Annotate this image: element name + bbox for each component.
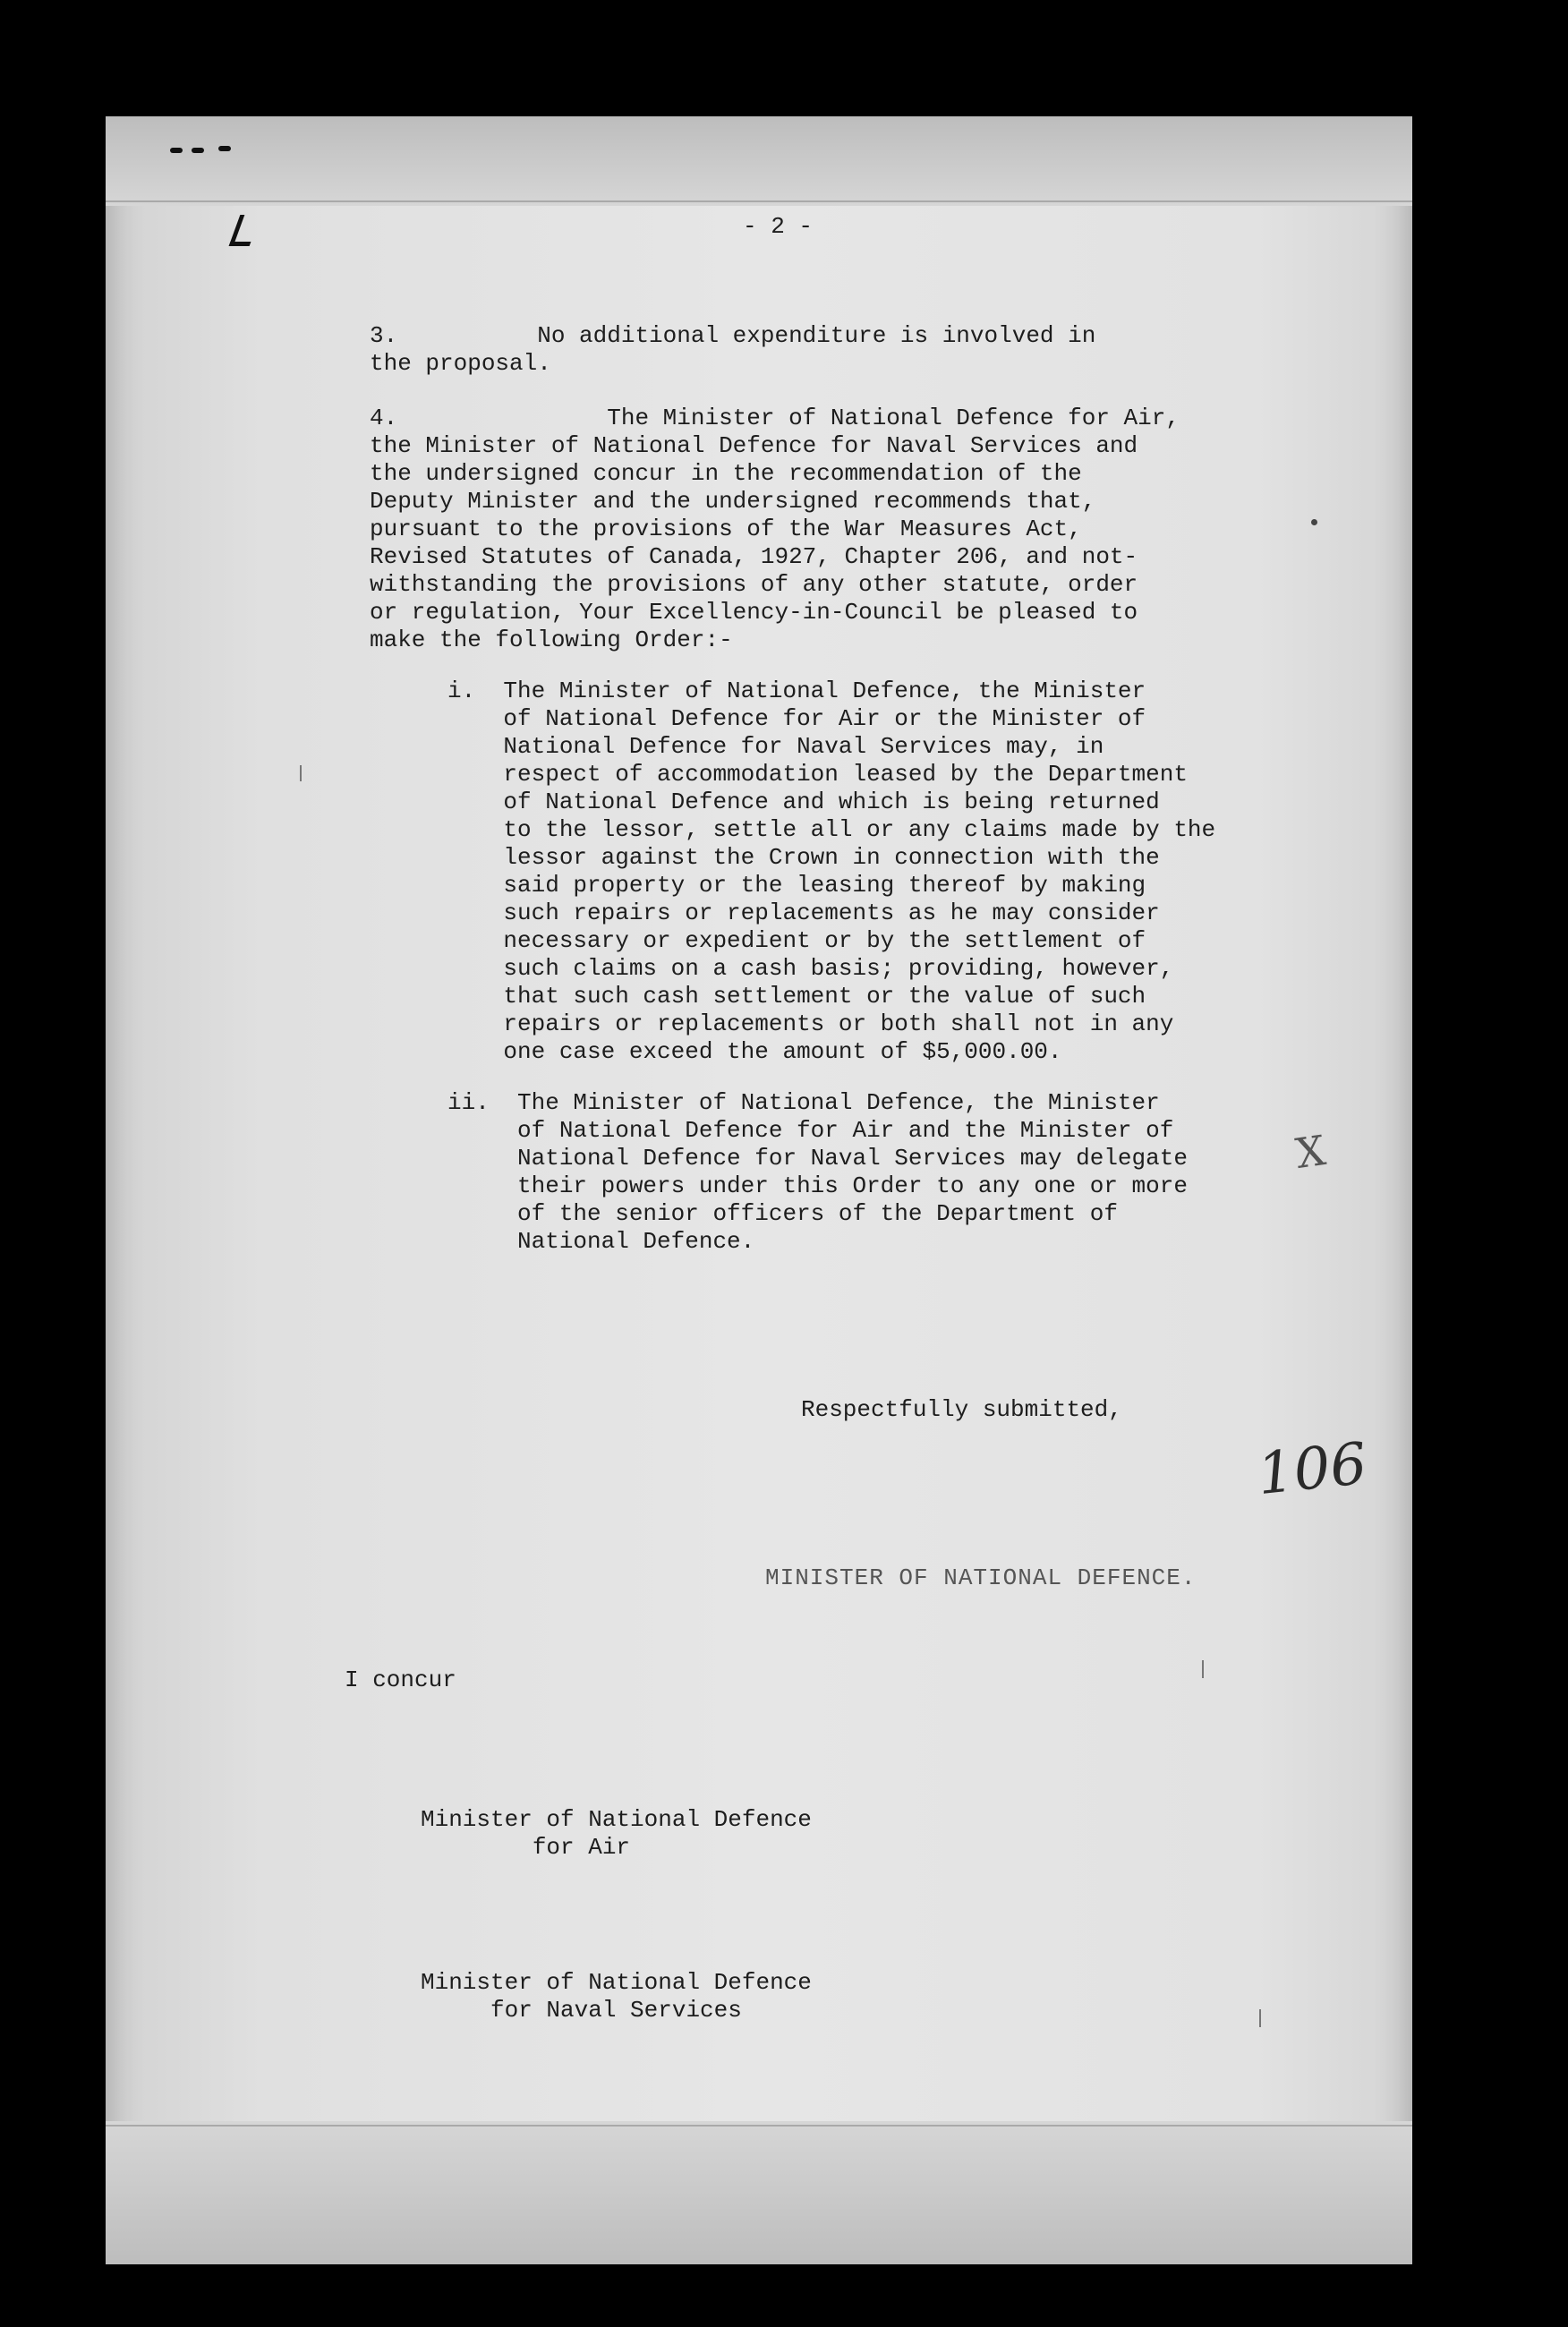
- paragraph-line: the Minister of National Defence for Naval Services and: [370, 432, 1138, 459]
- scan-bottom-band: [106, 2121, 1412, 2264]
- minister-naval-signature-block: [421, 1969, 812, 2024]
- order-line: said property or the leasing thereof by making: [447, 872, 1146, 899]
- ink-dot-icon: [1311, 519, 1317, 525]
- paragraph-line: 4. The Minister of National Defence for Air,: [370, 405, 1180, 431]
- handwritten-margin-mark: X: [1292, 1125, 1329, 1179]
- order-line: that such cash settlement or the value of such: [447, 983, 1146, 1010]
- order-line: of National Defence for Air and the Minister of: [447, 1117, 1174, 1144]
- paragraph-line: withstanding the provisions of any other statute, order: [370, 571, 1138, 598]
- closing-text: Respectfully submitted,: [801, 1396, 1122, 1423]
- order-line: of National Defence for Air or the Minister of: [447, 705, 1146, 732]
- scan-rule: [106, 2125, 1412, 2127]
- stray-mark: [1259, 2009, 1261, 2027]
- order-line: lessor against the Crown in connection with the: [447, 844, 1160, 871]
- order-line: respect of accommodation leased by the Department: [447, 761, 1188, 788]
- minister-air-signature-block: [421, 1806, 812, 1862]
- signature-line: Minister of National Defence: [421, 1969, 812, 1996]
- paragraph-line: make the following Order:-: [370, 626, 733, 653]
- concurrence-text: I concur: [345, 1666, 456, 1693]
- order-line: such repairs or replacements as he may consider: [447, 899, 1160, 926]
- order-line: National Defence for Naval Services may, in: [447, 733, 1104, 760]
- order-line: National Defence.: [447, 1228, 755, 1255]
- handwritten-page-number: 106: [1254, 1430, 1370, 1509]
- signature-line: for Air: [421, 1834, 631, 1861]
- order-line: to the lessor, settle all or any claims made by the: [447, 816, 1216, 843]
- order-line: one case exceed the amount of $5,000.00.: [447, 1038, 1062, 1065]
- paragraph-line: pursuant to the provisions of the War Measures Act,: [370, 516, 1082, 542]
- order-line: of the senior officers of the Department of: [447, 1200, 1118, 1227]
- order-line: such claims on a cash basis; providing, however,: [447, 955, 1174, 982]
- scan-rule: [106, 200, 1412, 202]
- stray-mark: [1202, 1660, 1204, 1678]
- scan-mark-icon: [170, 148, 233, 155]
- order-line: repairs or replacements or both shall not in any: [447, 1010, 1174, 1037]
- page-number: - 2 -: [743, 213, 814, 240]
- paragraph-line: 3. No additional expenditure is involved in: [370, 322, 1096, 349]
- order-line: National Defence for Naval Services may delegate: [447, 1145, 1188, 1172]
- order-line: i. The Minister of National Defence, the Minister: [447, 678, 1146, 704]
- order-line: of National Defence and which is being returned: [447, 788, 1160, 815]
- paragraph-line: the proposal.: [370, 350, 551, 377]
- paragraph-3: [370, 322, 1095, 378]
- signature-line: Minister of National Defence: [421, 1806, 812, 1833]
- order-line: their powers under this Order to any one or more: [447, 1172, 1188, 1199]
- paragraph-4: [370, 405, 1180, 654]
- order-item-i: [447, 678, 1215, 1066]
- paragraph-line: the undersigned concur in the recommendation of the: [370, 460, 1082, 487]
- order-item-ii: [447, 1089, 1188, 1256]
- order-line: necessary or expedient or by the settlement of: [447, 927, 1146, 954]
- scan-top-band: [106, 116, 1412, 206]
- paragraph-line: Deputy Minister and the undersigned recommends that,: [370, 488, 1096, 515]
- signature-line: for Naval Services: [421, 1997, 742, 2024]
- paragraph-line: or regulation, Your Excellency-in-Council be pleased to: [370, 599, 1138, 626]
- stray-mark: [300, 765, 302, 781]
- paragraph-line: Revised Statutes of Canada, 1927, Chapter 206, and not-: [370, 543, 1138, 570]
- order-line: ii. The Minister of National Defence, the Minister: [447, 1089, 1160, 1116]
- signatory-title: MINISTER OF NATIONAL DEFENCE.: [765, 1564, 1197, 1591]
